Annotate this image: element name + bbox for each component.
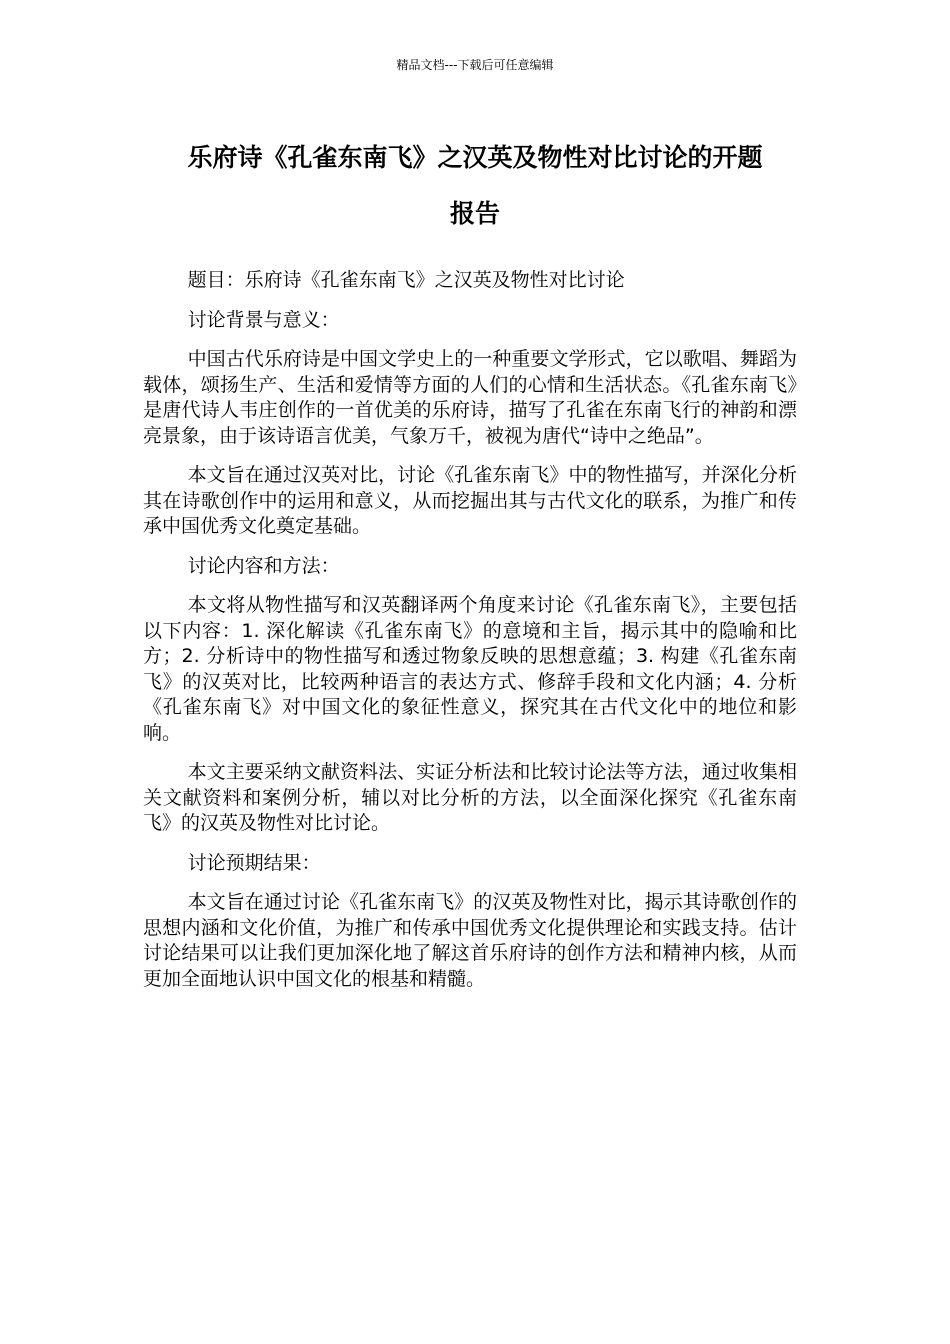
document-body: [143, 268, 797, 1006]
methods-paragraph-2: 本文主要采纳文献资料法、实证分析法和比较讨论法等方法，通过收集相关文献资料和案例分析，辅以对比分析的方法，以全面深化探究《孔雀东南飞》的汉英及物性对比讨论。: [143, 761, 797, 834]
document-title-line-2: 报告: [449, 199, 500, 228]
section-heading-results: 讨论预期结果：: [187, 851, 321, 874]
document-title: [130, 130, 820, 242]
section-heading-methods: 讨论内容和方法：: [187, 554, 340, 577]
section-heading-background: 讨论背景与意义：: [187, 308, 340, 331]
header-note: 精品文档---下载后可任意编辑: [396, 58, 554, 72]
document-title-line-1: 乐府诗《孔雀东南飞》之汉英及物性对比讨论的开题: [187, 143, 763, 172]
background-paragraph-1: 中国古代乐府诗是中国文学史上的一种重要文学形式，它以歌唱、舞蹈为载体，颂扬生产、生活和爱情等方面的人们的心情和生活状态。《孔雀东南飞》是唐代诗人韦庄创作的一首优美的乐府诗，描写了孔雀在东南飞行的神韵和漂亮景象，由于该诗语言优美，气象万千，被视为唐代“诗中之绝品”。: [143, 348, 797, 447]
methods-paragraph-1: 本文将从物性描写和汉英翻译两个角度来讨论《孔雀东南飞》，主要包括以下内容：1. 深化解读《孔雀东南飞》的意境和主旨，揭示其中的隐喻和比方；2. 分析诗中的物性描写和透过物象反映的思想意蕴；3. 构建《孔雀东南飞》的汉英对比，比较两种语言的表达方式、修辞手段和文化内涵；4. 分析《孔雀东南飞》对中国文化的象征性意义，探究其在古代文化中的地位和影响。: [143, 594, 797, 744]
topic-line: 题目：乐府诗《孔雀东南飞》之汉英及物性对比讨论: [187, 269, 625, 291]
background-paragraph-2: 本文旨在通过汉英对比，讨论《孔雀东南飞》中的物性描写，并深化分析其在诗歌创作中的运用和意义，从而挖掘出其与古代文化的联系，为推广和传承中国优秀文化奠定基础。: [143, 464, 797, 537]
results-paragraph-1: 本文旨在通过讨论《孔雀东南飞》的汉英及物性对比，揭示其诗歌创作的思想内涵和文化价值，为推广和传承中国优秀文化提供理论和实践支持。估计讨论结果可以让我们更加深化地了解这首乐府诗的创作方法和精神内核，从而更加全面地认识中国文化的根基和精髓。: [143, 891, 797, 990]
